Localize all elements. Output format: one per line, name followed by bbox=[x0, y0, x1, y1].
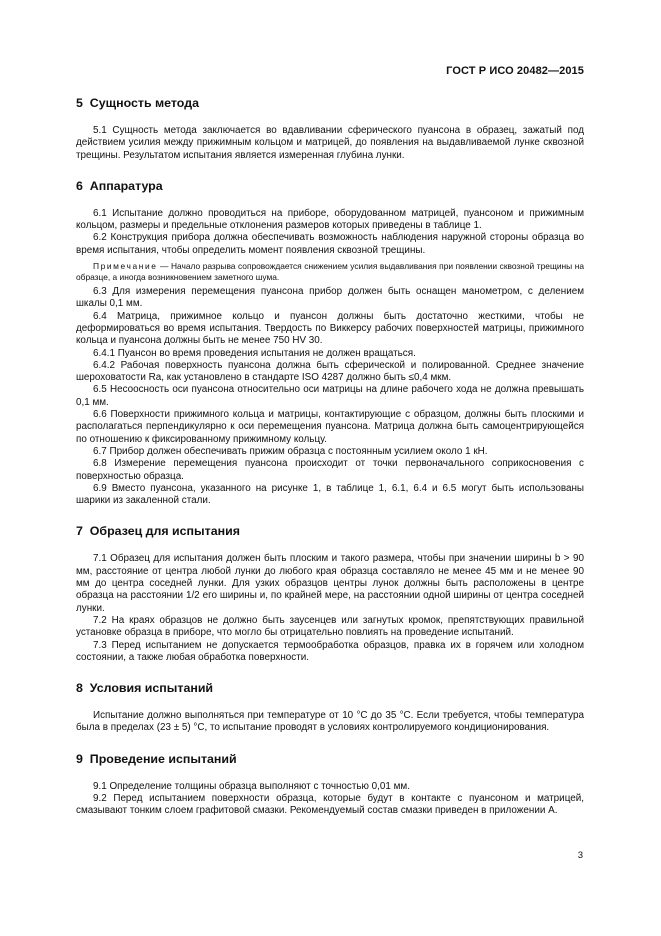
document-header: ГОСТ Р ИСО 20482—2015 bbox=[446, 65, 584, 77]
section-heading: 5 Сущность метода bbox=[76, 96, 199, 110]
paragraph: 6.2 Конструкция прибора должна обеспечивать возможность наблюдения наружной стороны образца во время испытания, чтобы определить момент появления сквозной трещины. bbox=[76, 232, 584, 256]
paragraph: 7.2 На краях образцов не должно быть заусенцев или загнутых кромок, препятствующих правильной установке образца в приборе, что могло бы отрицательно повлиять на проведение испытаний. bbox=[76, 614, 584, 639]
paragraph: 6.3 Для измерения перемещения пуансона прибор должен быть оснащен манометром, с делением шкалы 0,1 мм. bbox=[76, 286, 584, 310]
section-6 bbox=[76, 179, 584, 508]
paragraph: 6.5 Несоосность оси пуансона относительно оси матрицы на длине рабочего хода не должна превышать 0,1 мм. bbox=[76, 384, 584, 408]
paragraph: 6.6 Поверхности прижимного кольца и матрицы, контактирующие с образцом, должны быть плоскими и располагаться перпендикулярно к оси перемещения пуансона. Матрица должна быть самоцентрирующейся по отношению к фиксированному прижимному кольцу. bbox=[76, 409, 584, 445]
paragraph: 9.1 Определение толщины образца выполняют с точностью 0,01 мм. bbox=[93, 780, 410, 792]
note bbox=[76, 261, 584, 283]
section-heading: 8 Условия испытаний bbox=[76, 681, 214, 696]
section-8 bbox=[76, 681, 584, 735]
paragraph: 9.2 Перед испытанием поверхности образца, которые будут в контакте с пуансоном и матрицей, смазывают тонким слоем графитовой смазки. Рекомендуемый состав смазки приведен в приложении А. bbox=[76, 792, 584, 817]
paragraph: 6.8 Измерение перемещения пуансона происходит от точки первоначального соприкосновения с поверхностью образца. bbox=[76, 458, 584, 482]
note-label: Примечание bbox=[93, 261, 158, 272]
paragraph: 6.1 Испытание должно проводиться на приборе, оборудованном матрицей, пуансоном и прижимным кольцом, размеры и предельные отклонения размеров которых приведены в таблице 1. bbox=[76, 207, 584, 232]
section-9 bbox=[76, 752, 584, 818]
paragraph: 6.9 Вместо пуансона, указанного на рисунке 1, в таблице 1, 6.1, 6.4 и 6.5 могут быть использованы шарики из закаленной стали. bbox=[76, 482, 584, 507]
page-number: 3 bbox=[577, 850, 583, 861]
note-text: — Начало разрыва сопровождается снижением усилия выдавливания при появлении сквозной трещины на образце, а иногда возникновением заметного шума. bbox=[76, 261, 584, 283]
paragraph: 6.7 Прибор должен обеспечивать прижим образца с постоянным усилием около 1 кН. bbox=[93, 445, 488, 457]
section-7 bbox=[76, 524, 584, 664]
paragraph: 7.1 Образец для испытания должен быть плоским и такого размера, чтобы при значении ширины b > 90 мм, расстояние от центра любой лунки до любого края образца составляло не менее 45 мм и не менее 90 мм до центра соседней лунки. Для узких образцов центры лунок должны быть расположены в центре образца на расстоянии 1/2 его ширины и, по крайней мере, на расстоянии одной ширины от центра соседней лунки. bbox=[76, 553, 584, 614]
section-heading: 6 Аппаратура bbox=[76, 178, 163, 193]
paragraph: 6.4.2 Рабочая поверхность пуансона должна быть сферической и полированной. Среднее значение шероховатости Ra, как установлено в стандарте ISO 4287 должно быть ≤0,4 мкм. bbox=[76, 359, 584, 384]
paragraph: 5.1 Сущность метода заключается во вдавливании сферического пуансона в образец, зажатый под действием усилия между прижимным кольцом и матрицей, до появления на выдавливаемой лунке сквозной трещины. Результатом испытания является измеренная глубина лунки. bbox=[76, 125, 584, 161]
paragraph: 6.4 Матрица, прижимное кольцо и пуансон должны быть достаточно жесткими, чтобы не деформироваться во время испытания. Твердость по Виккерсу рабочих поверхностей матрицы, прижимного кольца и пуансона должны быть не менее 750 HV 30. bbox=[76, 310, 584, 347]
paragraph: Испытание должно выполняться при температуре от 10 °С до 35 °С. Если требуется, чтобы температура была в пределах (23 ± 5) °С, то испытание проводят в условиях контролируемого кондиционирования. bbox=[76, 710, 584, 734]
section-heading: 9 Проведение испытаний bbox=[76, 751, 237, 766]
section-5 bbox=[76, 96, 584, 162]
document-body bbox=[76, 96, 584, 818]
section-heading: 7 Образец для испытания bbox=[76, 524, 240, 539]
paragraph: 7.3 Перед испытанием не допускается термообработка образцов, правка их в горячем или холодном состоянии, а также любая обработка поверхности. bbox=[76, 639, 584, 663]
paragraph: 6.4.1 Пуансон во время проведения испытания не должен вращаться. bbox=[93, 347, 416, 359]
